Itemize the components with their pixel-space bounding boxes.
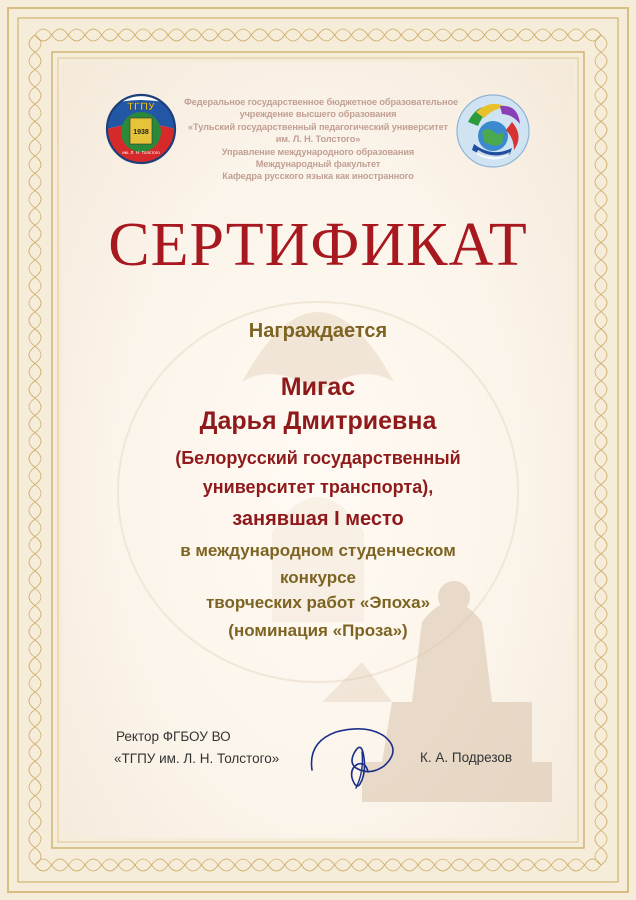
institution-header bbox=[184, 96, 458, 183]
logo-year: 1938 bbox=[133, 129, 149, 136]
certificate-title: СЕРТИФИКАТ bbox=[108, 211, 528, 279]
awarded-label: Награждается bbox=[248, 320, 388, 342]
contest-line4: (номинация «Проза») bbox=[228, 621, 408, 640]
university-logo bbox=[104, 92, 178, 166]
contest-line2: конкурсе bbox=[280, 568, 356, 587]
faculty-logo bbox=[454, 92, 532, 170]
signatory-name: К. А. Подрезов bbox=[420, 750, 513, 765]
header-line: Кафедра русского языка как иностранного bbox=[222, 171, 414, 182]
header-line: Международный факультет bbox=[255, 159, 381, 170]
logo-caption: им. Л. Н. Толстого bbox=[122, 150, 160, 155]
recipient-institution-line1: (Белорусский государственный bbox=[175, 448, 461, 468]
header-line: учреждение высшего образования bbox=[239, 109, 397, 120]
header-line: Федеральное государственное бюджетное образовательное bbox=[184, 97, 458, 107]
recipient-given-name: Дарья Дмитриевна bbox=[199, 407, 437, 435]
contest-line1: в международном студенческом bbox=[180, 541, 456, 560]
signatory-title-line2: «ТГПУ им. Л. Н. Толстого» bbox=[114, 751, 280, 766]
header-line: «Тульский государственный педагогический университет bbox=[188, 121, 448, 132]
recipient-surname: Мигас bbox=[280, 373, 356, 401]
header-line: им. Л. Н. Толстого» bbox=[275, 134, 361, 145]
handwritten-signature bbox=[306, 722, 410, 792]
contest-line3: творческих работ «Эпоха» bbox=[205, 593, 431, 612]
certificate-body bbox=[62, 62, 574, 838]
signatory-title-line1: Ректор ФГБОУ ВО bbox=[116, 729, 231, 744]
achievement-text: занявшая I место bbox=[232, 508, 404, 530]
logo-text-tgpu: ТГПУ bbox=[127, 101, 155, 113]
recipient-institution-line2: университет транспорта), bbox=[202, 477, 434, 497]
header-line: Управление международного образования bbox=[221, 146, 415, 157]
